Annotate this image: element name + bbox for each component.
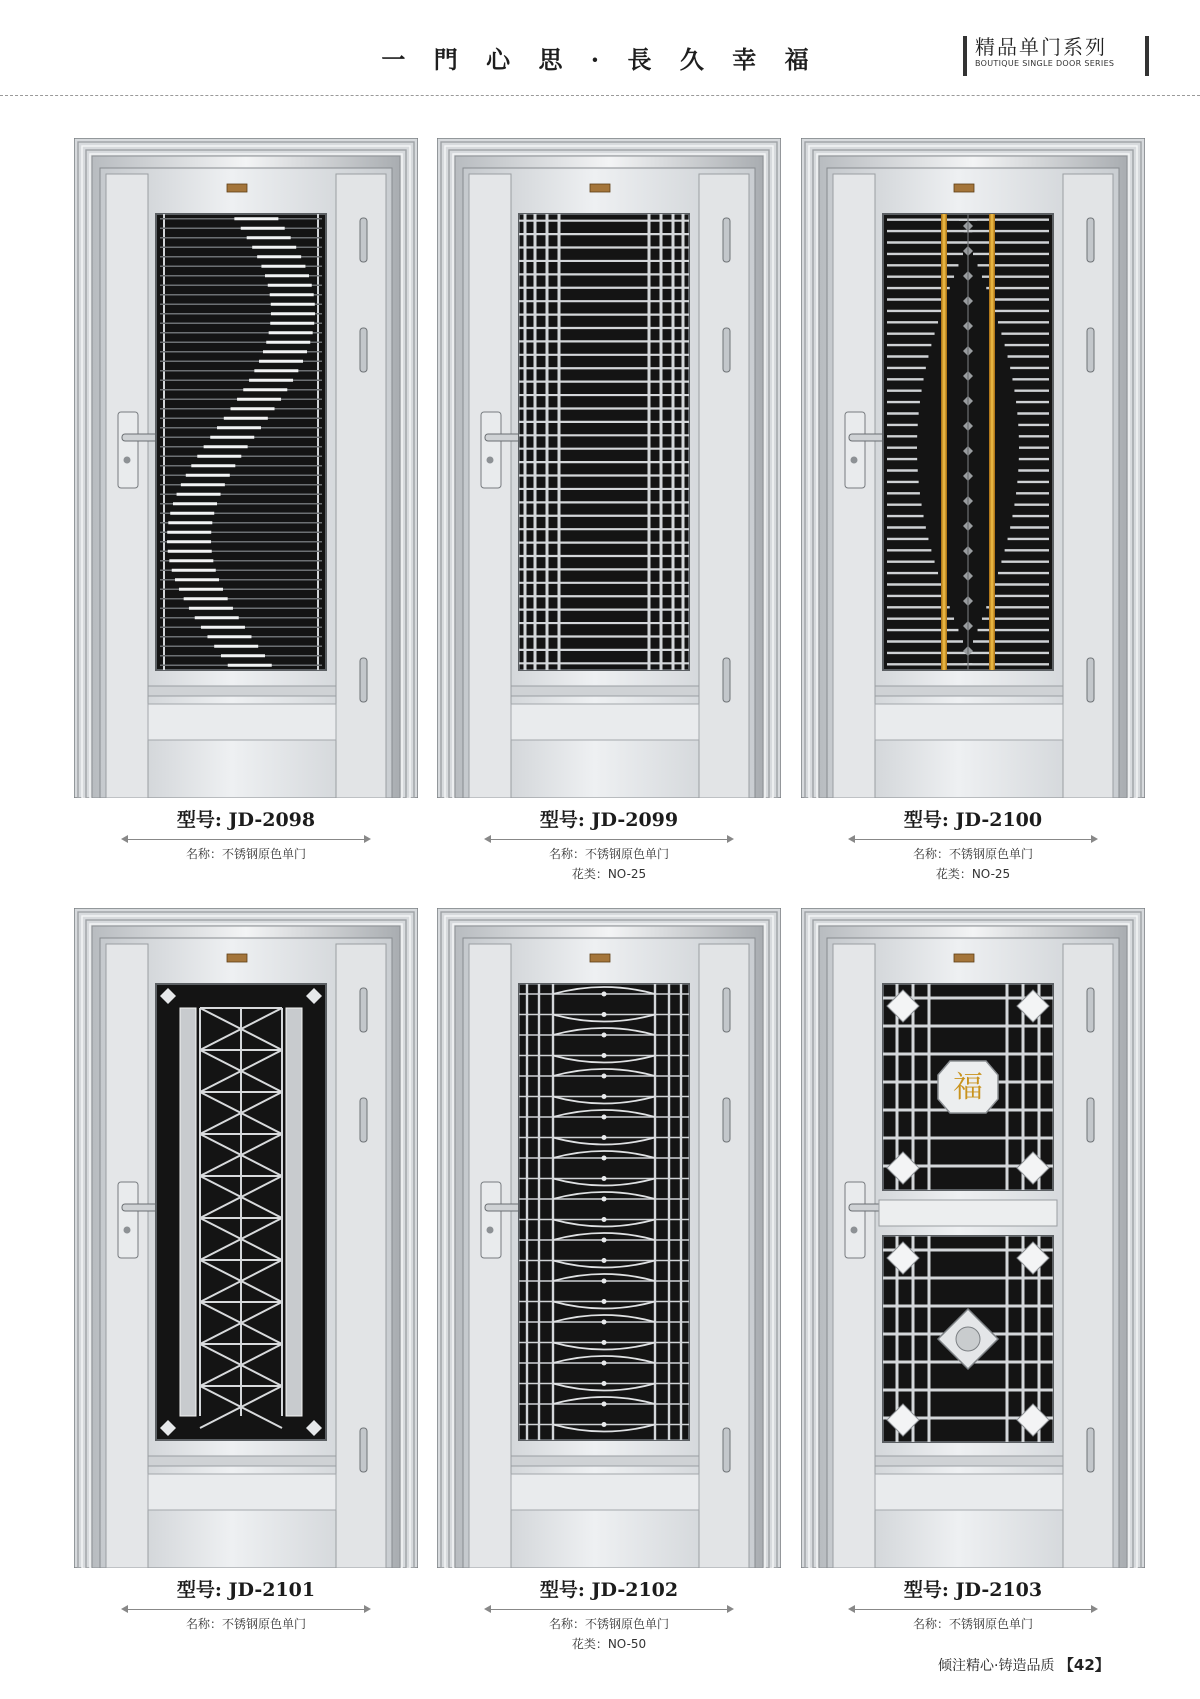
door-jd-2102 xyxy=(437,908,781,1568)
handle-plate xyxy=(845,412,865,488)
caption-jd-2103 xyxy=(801,1578,1145,1634)
lever-handle xyxy=(485,434,523,441)
door-jd-2098 xyxy=(74,138,418,798)
door-name: 名称：不锈钢原色单门 xyxy=(185,1617,306,1631)
hinge xyxy=(723,328,730,372)
keyhole-icon xyxy=(124,1227,131,1234)
hinge xyxy=(360,218,367,262)
right-stile xyxy=(1063,174,1113,798)
caption-jd-2101 xyxy=(74,1578,418,1634)
kick-plate xyxy=(875,1474,1063,1510)
hinge xyxy=(723,988,730,1032)
lever-handle xyxy=(485,1204,523,1211)
door-name: 名称：不锈钢原色单门 xyxy=(548,847,669,861)
model-number: 型号: JD-2100 xyxy=(903,809,1043,831)
kick-plate xyxy=(148,1474,336,1510)
right-stile xyxy=(1063,944,1113,1568)
hinge xyxy=(1087,658,1094,702)
fu-character-icon: 福 xyxy=(953,1070,983,1105)
floral-strip xyxy=(286,1008,302,1416)
page-footer xyxy=(938,1654,1110,1675)
glass-panel xyxy=(519,214,689,670)
hinge xyxy=(360,1428,367,1472)
model-number: 型号: JD-2099 xyxy=(539,809,679,831)
keyhole-icon xyxy=(487,457,494,464)
rail xyxy=(511,686,699,696)
rail xyxy=(875,686,1063,696)
door-name: 名称：不锈钢原色单门 xyxy=(548,1617,669,1631)
caption-jd-2098 xyxy=(74,808,418,864)
brand-plate xyxy=(954,954,974,962)
caption-rule xyxy=(848,1604,1098,1614)
door-name: 名称：不锈钢原色单门 xyxy=(185,847,306,861)
hinge xyxy=(1087,1428,1094,1472)
model-number: 型号: JD-2102 xyxy=(539,1579,679,1601)
pattern-number: 花类：NO-25 xyxy=(935,867,1011,881)
hinge xyxy=(723,1428,730,1472)
kick-plate xyxy=(511,1474,699,1510)
model-number: 型号: JD-2103 xyxy=(903,1579,1043,1601)
model-number: 型号: JD-2101 xyxy=(176,1579,316,1601)
lever-handle xyxy=(122,1204,160,1211)
brand-plate xyxy=(590,954,610,962)
pattern-number: 花类：NO-25 xyxy=(571,867,647,881)
keyhole-icon xyxy=(487,1227,494,1234)
door-jd-2103 xyxy=(801,908,1145,1568)
header-divider xyxy=(0,95,1200,96)
keyhole-icon xyxy=(851,457,858,464)
brand-plate xyxy=(227,184,247,192)
caption-jd-2099 xyxy=(437,808,781,884)
series-title-cn: 精品单门系列 xyxy=(975,35,1107,59)
caption-rule xyxy=(484,1604,734,1614)
model-number: 型号: JD-2098 xyxy=(176,809,316,831)
floral-strip xyxy=(180,1008,196,1416)
door-name: 名称：不锈钢原色单门 xyxy=(912,847,1033,861)
footer-tagline: 倾注精心·铸造品质 xyxy=(938,1658,1055,1674)
handle-plate xyxy=(118,1182,138,1258)
right-stile xyxy=(336,944,386,1568)
hinge xyxy=(723,1098,730,1142)
rail xyxy=(875,1456,1063,1466)
hinge xyxy=(723,658,730,702)
kick-plate xyxy=(875,704,1063,740)
right-stile xyxy=(699,174,749,798)
brand-plate xyxy=(590,184,610,192)
brand-plate xyxy=(954,184,974,192)
caption-jd-2100 xyxy=(801,808,1145,884)
handle-plate xyxy=(118,412,138,488)
caption-rule xyxy=(484,834,734,844)
hinge xyxy=(360,988,367,1032)
rail xyxy=(511,1456,699,1466)
keyhole-icon xyxy=(851,1227,858,1234)
lever-handle xyxy=(122,434,160,441)
caption-rule xyxy=(121,1604,371,1614)
slogan: 一 門 心 思 · 長 久 幸 福 xyxy=(381,45,819,74)
pattern-number: 花类：NO-50 xyxy=(571,1637,647,1651)
mid-rail xyxy=(879,1200,1057,1226)
hinge xyxy=(1087,1098,1094,1142)
door-jd-2101 xyxy=(74,908,418,1568)
rail xyxy=(148,686,336,696)
series-title-box xyxy=(963,36,1149,76)
hinge xyxy=(1087,328,1094,372)
right-stile xyxy=(336,174,386,798)
door-name: 名称：不锈钢原色单门 xyxy=(912,1617,1033,1631)
series-title-en: BOUTIQUE SINGLE DOOR SERIES xyxy=(975,59,1115,68)
glass-panel xyxy=(519,984,689,1440)
kick-plate xyxy=(148,704,336,740)
brand-plate xyxy=(227,954,247,962)
page-number: 【42】 xyxy=(1058,1656,1110,1674)
caption-rule xyxy=(848,834,1098,844)
keyhole-icon xyxy=(124,457,131,464)
door-jd-2100 xyxy=(801,138,1145,798)
handle-plate xyxy=(481,1182,501,1258)
hinge xyxy=(1087,218,1094,262)
hinge xyxy=(723,218,730,262)
kick-plate xyxy=(511,704,699,740)
gold-bar xyxy=(941,214,947,670)
hinge xyxy=(360,328,367,372)
hinge xyxy=(360,1098,367,1142)
handle-plate xyxy=(845,1182,865,1258)
right-stile xyxy=(699,944,749,1568)
glass-panel xyxy=(156,214,326,670)
door-jd-2099 xyxy=(437,138,781,798)
hinge xyxy=(360,658,367,702)
caption-jd-2102 xyxy=(437,1578,781,1654)
handle-plate xyxy=(481,412,501,488)
gold-bar xyxy=(989,214,995,670)
lever-handle xyxy=(849,434,887,441)
hinge xyxy=(1087,988,1094,1032)
caption-rule xyxy=(121,834,371,844)
rail xyxy=(148,1456,336,1466)
